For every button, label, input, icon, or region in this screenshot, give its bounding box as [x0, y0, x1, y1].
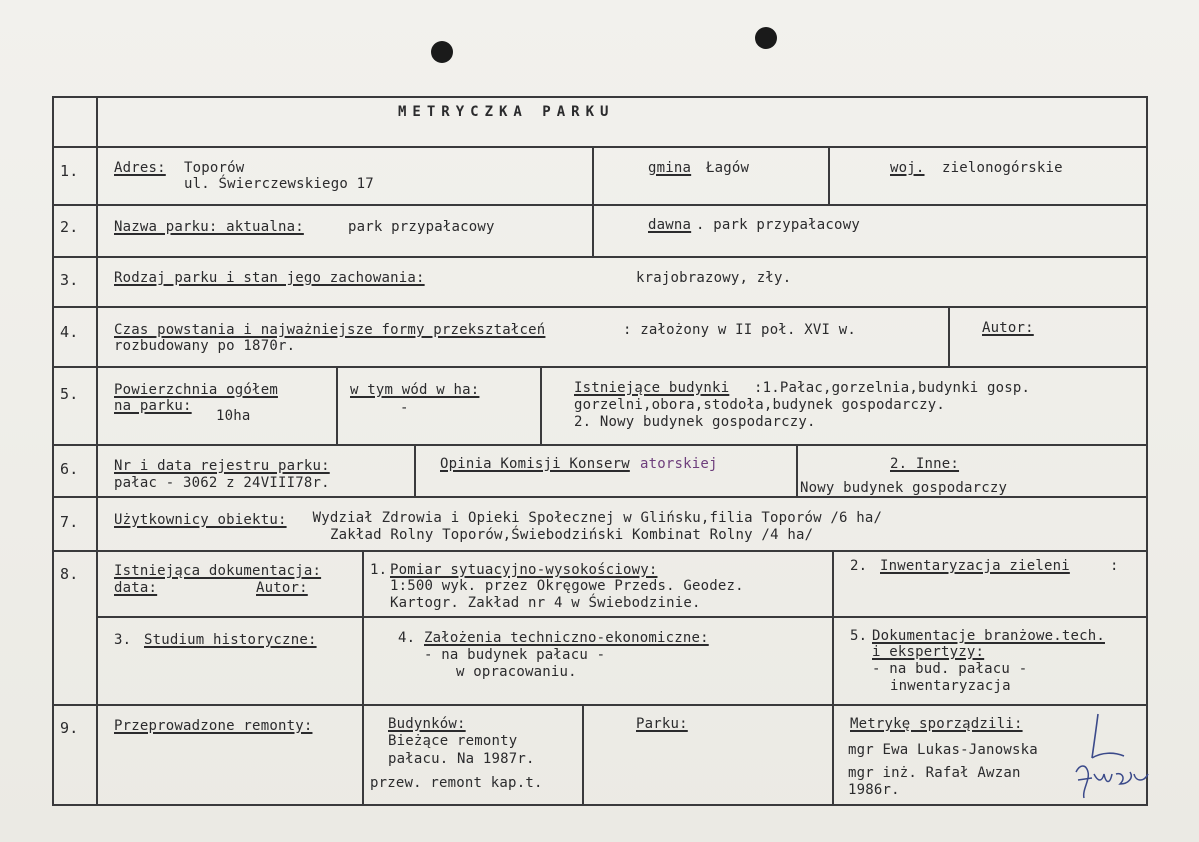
row-number: 4. [60, 323, 79, 341]
greenery-inventory-label: Inwentaryzacja zieleni [880, 558, 1070, 574]
branch-line-1: - na bud. pałacu - [872, 661, 1028, 677]
conservation-opinion-stamp: atorskiej [640, 456, 718, 472]
frame-right [1146, 96, 1148, 806]
former-name-value: . park przypałacowy [696, 217, 860, 233]
survey-prefix: 1. [370, 562, 388, 578]
park-name-value: park przypałacowy [348, 219, 495, 235]
row-number: 8. [60, 565, 79, 583]
greenery-prefix: 2. [850, 558, 868, 574]
survey-label: Pomiar sytuacyjno-wysokościowy: [390, 562, 658, 578]
gmina-label: gmina [648, 160, 692, 176]
buildings-line-2: gorzelni,obora,stodoła,budynek gospodarczy. [574, 397, 946, 413]
users-label: Użytkownicy obiektu: [114, 512, 287, 528]
greenery-suffix: : [1110, 558, 1119, 574]
renovation-line-2: pałacu. Na 1987r. [388, 751, 535, 767]
branch-documentation-label-2: i ekspertyzy: [872, 644, 985, 660]
voivodeship-value: zielonogórskie [942, 160, 1063, 176]
branch-line-2: inwentaryzacja [890, 678, 1011, 694]
branch-documentation-label: Dokumentacje branżowe.tech. [872, 628, 1105, 644]
row-number: 3. [60, 271, 79, 289]
signature-mark [1068, 712, 1152, 808]
frame-top [52, 96, 1148, 98]
origin-value: : założony w II poł. XVI w. [623, 322, 856, 338]
buildings-renovations-label: Budynków: [388, 716, 466, 732]
frame-left [52, 96, 54, 806]
water-value: - [400, 400, 409, 416]
renovation-line-3: przew. remont kap.t. [370, 775, 543, 791]
technical-assumptions-label: Założenia techniczno-ekonomiczne: [424, 630, 709, 646]
row-number: 6. [60, 460, 79, 478]
area-label-1: Powierzchnia ogółem [114, 382, 278, 398]
renovation-line-1: Bieżące remonty [388, 733, 518, 749]
address-line-1: Toporów [184, 160, 245, 176]
other-value: Nowy budynek gospodarczy [800, 480, 1008, 496]
survey-line-2: Kartogr. Zakład nr 4 w Świebodzinie. [390, 595, 701, 611]
punch-hole-left [431, 41, 453, 63]
park-type-label: Rodzaj parku i stan jego zachowania: [114, 270, 425, 286]
area-value: 10ha [216, 408, 251, 424]
origin-value-line-2: rozbudowany po 1870r. [114, 338, 296, 354]
row-number: 5. [60, 385, 79, 403]
voivodeship-label: woj. [890, 160, 925, 176]
documentation-date-label: data: [114, 580, 158, 596]
row-number: 7. [60, 513, 79, 531]
gmina-value: Łagów [706, 160, 750, 176]
author-label: Autor: [982, 320, 1034, 336]
park-name-label: Nazwa parku: aktualna: [114, 219, 304, 235]
technical-line-1: - na budynek pałacu - [424, 647, 606, 663]
register-label: Nr i data rejestru parku: [114, 458, 330, 474]
park-renovations-label: Parku: [636, 716, 688, 732]
row-number: 1. [60, 162, 79, 180]
register-value: pałac - 3062 z 24VIII78r. [114, 475, 330, 491]
buildings-line-3: 2. Nowy budynek gospodarczy. [574, 414, 816, 430]
conservation-opinion-label: Opinia Komisji Konserw [440, 456, 630, 472]
technical-line-2: w opracowaniu. [456, 664, 577, 680]
punch-hole-right [755, 27, 777, 49]
row-number: 9. [60, 719, 79, 737]
address-label: Adres: [114, 160, 166, 176]
history-prefix: 3. [114, 632, 132, 648]
author-2: mgr inż. Rafał Awzan [848, 765, 1021, 781]
page-title: METRYCZKA PARKU [398, 104, 615, 120]
address-line-2: ul. Świerczewskiego 17 [184, 176, 374, 192]
author-1: mgr Ewa Lukas-Janowska [848, 742, 1038, 758]
year: 1986r. [848, 782, 900, 798]
park-type-value: krajobrazowy, zły. [636, 270, 792, 286]
frame-bottom [52, 804, 1148, 806]
water-label: w tym wód w ha: [350, 382, 480, 398]
number-column-divider [96, 96, 98, 806]
buildings-label: Istniejące budynki [574, 380, 730, 396]
buildings-line-1: :1.Pałac,gorzelnia,budynki gosp. [754, 380, 1031, 396]
users-line-1: Wydział Zdrowia i Opieki Społecznej w Glińsku,filia Toporów /6 ha/ [304, 510, 883, 526]
branch-prefix: 5. [850, 628, 868, 644]
former-name-label: dawna [648, 217, 692, 233]
users-line-2: Zakład Rolny Toporów,Świebodziński Kombinat Rolny /4 ha/ [330, 527, 814, 543]
documentation-author-label: Autor: [256, 580, 308, 596]
row-number: 2. [60, 218, 79, 236]
assumptions-prefix: 4. [398, 630, 416, 646]
renovations-label: Przeprowadzone remonty: [114, 718, 313, 734]
documentation-label: Istniejąca dokumentacja: [114, 563, 322, 579]
survey-line-1: 1:500 wyk. przez Okręgowe Przeds. Geodez. [390, 578, 744, 594]
other-label: 2. Inne: [890, 456, 960, 472]
origin-label: Czas powstania i najważniejsze formy przekształceń [114, 322, 546, 338]
area-label-2: na parku: [114, 398, 192, 414]
prepared-by-label: Metrykę sporządzili: [850, 716, 1023, 732]
historical-study-label: Studium historyczne: [144, 632, 317, 648]
